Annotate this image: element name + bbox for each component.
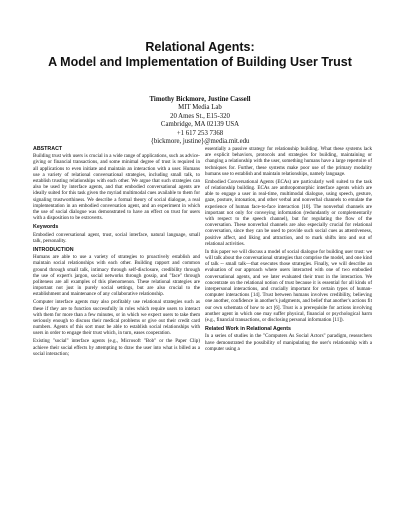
related-work-heading: Related Work in Relational Agents	[205, 326, 291, 333]
body-paragraph: In a series of studies in the "Computers As Social Actors" paradigm, researchers have demonstrated the possibility of manipulating the user's relationship with a computer using a	[205, 333, 372, 352]
author-block	[0, 96, 400, 146]
left-column	[33, 146, 200, 359]
introduction-heading: INTRODUCTION	[33, 247, 74, 254]
address-line-1: 20 Ames St., E15-320	[170, 112, 230, 120]
address-line-2: Cambridge, MA 02139 USA	[160, 121, 240, 129]
body-paragraph: Embodied Conversational Agents (ECAs) are particularly well suited to the task of relationship building. ECAs are anthropomorphic interface agents which are able to engage a user in real-time, multimodal dialogue, using speech, gesture, gaze, posture, intonation, and other verbal and nonverbal channels to emulate the experience of human face-to-face interaction [10]. The nonverbal channels are important not only for conveying information (redundantly or complementarily with respect to the speech channel), but for regulating the flow of the conversation. These nonverbal channels are also especially crucial for relational conversation, since they can be used to provide such social cues as attentiveness, positive affect, and liking and attraction, and to mark shifts into and out of relational activities.	[205, 178, 372, 247]
abstract-text: Building trust with users is crucial in a wide range of applications, such as advice-giving or financial transactions, and some minimal degree of trust is required in all applications to even initiate and maintain an interaction with a user. Humans use a variety of relational conversational strategies, including small talk, to establish trusting relationships with each other. We argue that such strategies can also be used by interface agents, and that embodied conversational agents are ideally suited for this task given the myriad multimodal cues available to them for signaling trustworthiness. We describe a formal theory of social dialogue, a real implementation in an embodied conversation agent, and an experiment in which the use of social dialogue was demonstrated to have an effect on trust for users with a disposition to be extroverts.	[33, 153, 200, 222]
affiliation: MIT Media Lab	[178, 104, 222, 112]
email: {bickmore, justine}@media.mit.edu	[150, 138, 250, 146]
author-names: Timothy Bickmore, Justine Cassell	[149, 96, 251, 103]
body-paragraph: In this paper we will discuss a model of social dialogue for building user trust: we will talk about the conversational strategies that comprise the model, and one kind of talk -- small talk—that executes those strategies. Finally, we will describe an evaluation of our approach where users interacted with one of two embodied conversational agents, and we later evaluated their trust in the interaction. We concentrate on the relational notion of trust because it is essential for all kinds of interpersonal interactions, and crucially important for certain types of human-computer interactions [14]. Trust between humans involves credibility, believing one another, confidence in another's judgments, and belief that another's actions fit our own schemata of how to act [6]. Trust is a prerequisite for actions involving another agent in which one may suffer physical, financial or psychological harm (e.g., financial transactions, or disclosing personal information [11]).	[205, 248, 372, 324]
body-paragraph: essentially a passive strategy for relationship building. What these systems lack are explicit behaviors, protocols and strategies for building, maintaining or changing a relationship with the user, something humans have a large repertoire of techniques for. Further, these systems make poor use of the primary modality humans use to establish and maintain relationships, namely language.	[205, 146, 372, 177]
keywords-text: Embodied conversational agent, trust, social interface, natural language, small talk, personality.	[33, 231, 200, 244]
phone: +1 617 253 7368	[176, 129, 224, 137]
intro-paragraph: Existing "social" interface agents (e.g., Microsoft "Bob" or the Paper Clip) achieve their social effects by attempting to draw the user into what is billed as a social interaction;	[33, 338, 200, 357]
intro-paragraph: Computer interface agents may also profitably use relational strategies such as these if they are to function successfully in roles which require users to interact with them for more than a few minutes, or in which we expect users to take them seriously enough to discuss their medical problems or give out their credit card numbers. Agents of this sort must be able to establish social relationships with users in order to engage their trust which, in turn, eases cooperation.	[33, 299, 200, 337]
abstract-heading: ABSTRACT	[33, 146, 63, 152]
paper-title-line2: A Model and Implementation of Building User Trust	[48, 55, 352, 69]
paper-title-line1: Relational Agents:	[145, 40, 255, 54]
right-column	[205, 146, 372, 354]
keywords-heading: Keywords	[33, 224, 59, 231]
intro-paragraph: Humans are able to use a variety of strategies to proactively establish and maintain social relationships with each other. Building rapport and common ground through small talk, intimacy through self-disclosure, credibility through the use of expert's jargon, social networks through gossip, and "face" through politeness are all examples of this phenomenon. These relational strategies are important not just in purely social settings, but are also crucial to the establishment and maintenance of any collaborative relationship.	[33, 254, 200, 298]
